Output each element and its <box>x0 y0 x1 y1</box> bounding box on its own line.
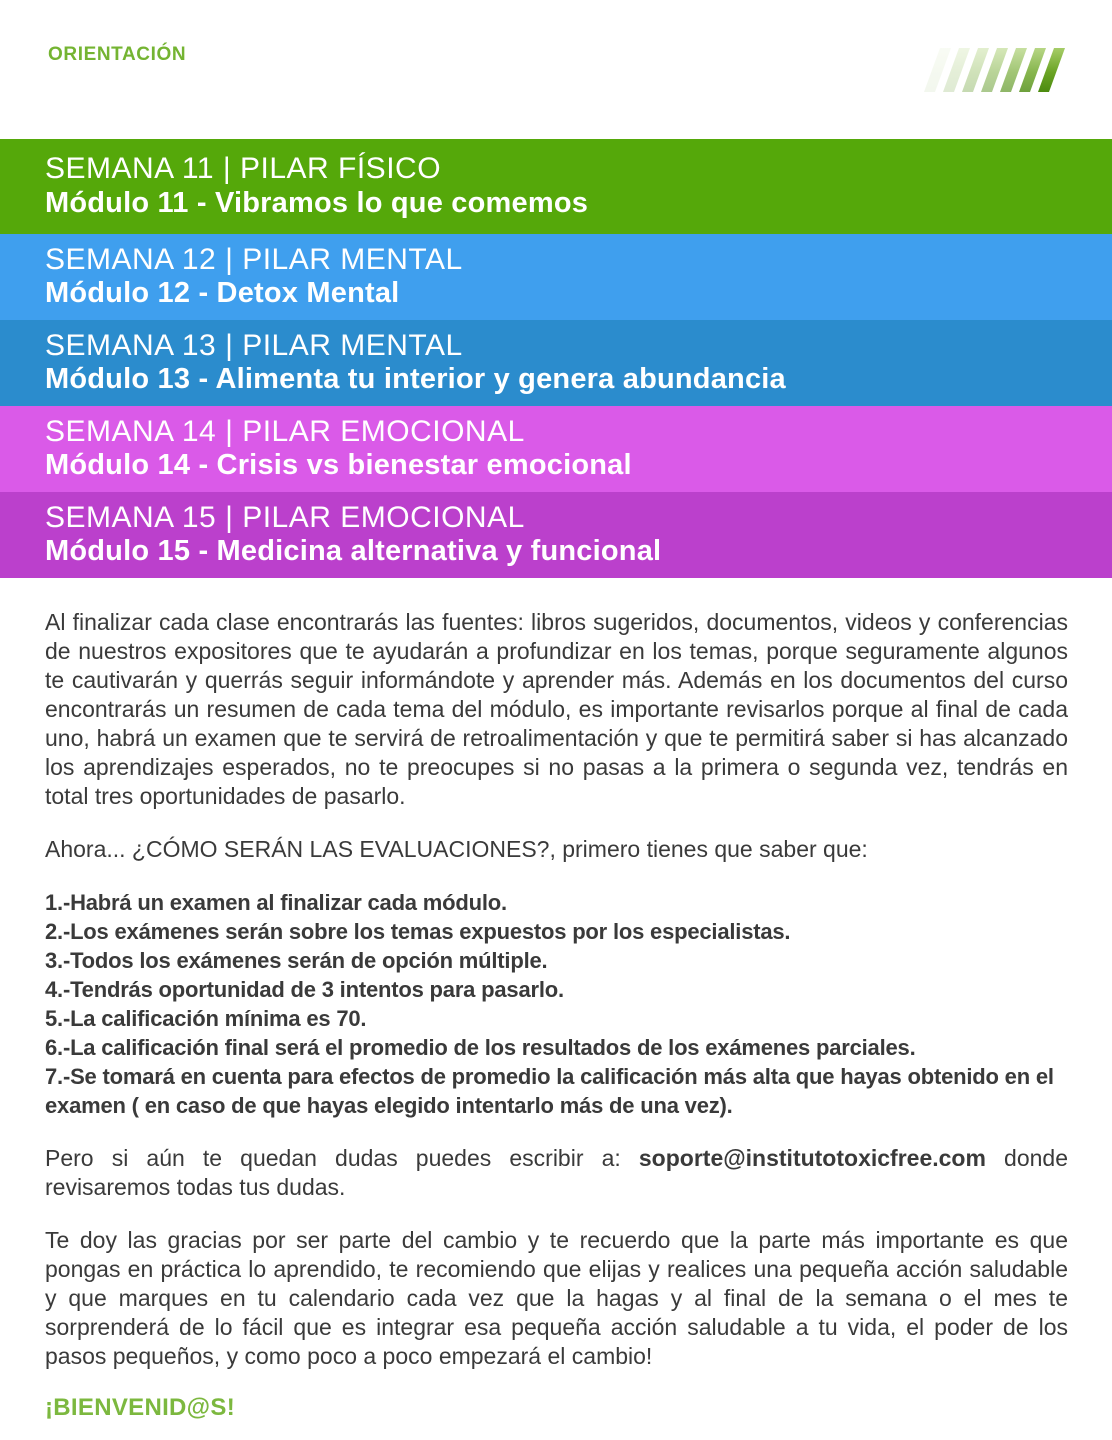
week-banner-list <box>0 139 1112 578</box>
evaluations-heading: Ahora... ¿CÓMO SERÁN LAS EVALUACIONES?, primero tienes que saber que: <box>45 836 868 862</box>
banner-module-label: Módulo 12 - Detox Mental <box>45 277 400 310</box>
support-text-suffix: donde revisaremos todas tus dudas. <box>45 1145 1068 1200</box>
rule-item: 2.-Los exámenes serán sobre los temas expuestos por los especialistas. <box>45 919 791 944</box>
banner-week-label: SEMANA 15 | PILAR EMOCIONAL <box>45 500 525 534</box>
banner-3 <box>0 320 1112 406</box>
welcome-label: ¡BIENVENID@S! <box>45 1394 235 1421</box>
rule-item: 3.-Todos los exámenes serán de opción múltiple. <box>45 948 548 973</box>
closing-paragraph: Te doy las gracias por ser parte del cambio y te recuerdo que la parte más importante es que pongas en práctica lo aprendido, te recomiendo que elijas y realices una pequeña acción saludable y que marques en tu calendario cada vez que la hagas y al final de la semana o el mes te sorprenderá de lo fácil que es integrar esa pequeña acción saludable a tu vida, el poder de los pasos pequeños, y como poco a poco empezará el cambio! <box>45 1227 1068 1369</box>
rule-item: 6.-La calificación final será el promedio de los resultados de los exámenes parciales. <box>45 1035 916 1060</box>
banner-1 <box>0 139 1112 234</box>
rules-list <box>45 888 1068 1120</box>
banner-module-label: Módulo 13 - Alimenta tu interior y genera abundancia <box>45 363 786 396</box>
banner-module-label: Módulo 14 - Crisis vs bienestar emocional <box>45 449 632 482</box>
support-paragraph <box>45 1144 1068 1202</box>
banner-4 <box>0 406 1112 492</box>
banner-module-label: Módulo 15 - Medicina alternativa y funcional <box>45 535 662 568</box>
support-text-prefix: Pero si aún te quedan dudas puedes escribir a: <box>45 1145 639 1171</box>
banner-week-label: SEMANA 11 | PILAR FÍSICO <box>45 152 442 186</box>
page-title: ORIENTACIÓN <box>48 44 187 65</box>
rule-item: 5.-La calificación mínima es 70. <box>45 1006 367 1031</box>
rule-item: 1.-Habrá un examen al finalizar cada módulo. <box>45 890 507 915</box>
diagonal-stripes-icon <box>924 48 1057 92</box>
banner-week-label: SEMANA 13 | PILAR MENTAL <box>45 328 463 362</box>
banner-2 <box>0 234 1112 320</box>
banner-5 <box>0 492 1112 578</box>
banner-module-label: Módulo 11 - Vibramos lo que comemos <box>45 186 589 219</box>
body-content <box>45 608 1068 1422</box>
banner-week-label: SEMANA 14 | PILAR EMOCIONAL <box>45 414 525 448</box>
rule-item: 4.-Tendrás oportunidad de 3 intentos para pasarlo. <box>45 977 564 1002</box>
banner-week-label: SEMANA 12 | PILAR MENTAL <box>45 242 463 276</box>
rule-item: 7.-Se tomará en cuenta para efectos de promedio la calificación más alta que hayas obtenido en el examen ( en caso de que hayas elegido intentarlo más de una vez). <box>45 1064 1054 1118</box>
support-email: soporte@institutotoxicfree.com <box>638 1145 986 1171</box>
intro-paragraph: Al finalizar cada clase encontrarás las fuentes: libros sugeridos, documentos, videos y conferencias de nuestros expositores que te ayudarán a profundizar en los temas, porque seguramente algunos te cautivarán y querrás seguir informándote y aprender más. Además en los documentos del curso encontrarás un resumen de cada tema del módulo, es importante revisarlos porque al final de cada uno, habrá un examen que te servirá de retroalimentación y que te permitirá saber si has alcanzado los aprendizajes esperados, no te preocupes si no pasas a la primera o segunda vez, tendrás en total tres oportunidades de pasarlo. <box>45 609 1068 809</box>
